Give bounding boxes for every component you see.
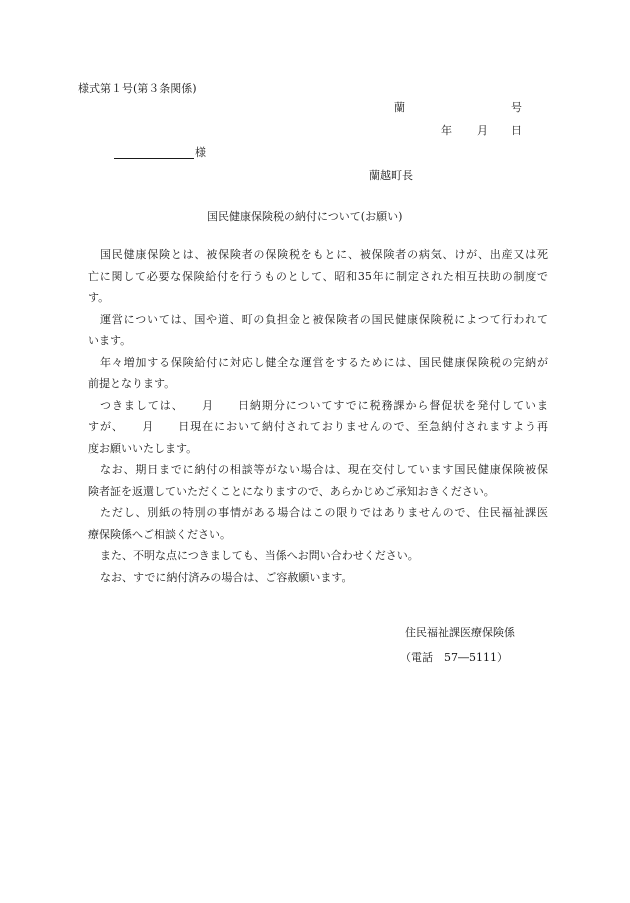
body-line: 度お願いいたします。: [88, 441, 198, 455]
form-label: 様式第１号(第３条関係): [78, 82, 197, 95]
document-title: 国民健康保険税の納付について(お願い): [207, 210, 403, 223]
sender-name: 蘭越町長: [369, 169, 413, 182]
date-year: 年: [441, 124, 452, 137]
date-month: 月: [477, 124, 488, 137]
body-line: 年々増加する保険給付に対応し健全な運営をするためには、国民健康保険税の完納が: [100, 355, 548, 369]
addressee-suffix: 様: [195, 146, 206, 159]
body-line: 前提となります。: [88, 377, 176, 390]
body-line: すが、 月 日現在において納付されておりませんので、至急納付されますよう再: [88, 420, 548, 433]
body-line: なお、すでに納付済みの場合は、ご容赦願います。: [100, 570, 353, 584]
body-line: ただし、別紙の特別の事情がある場合はこの限りではありませんので、住民福祉課医: [100, 506, 548, 519]
body-line: 国民健康保険とは、被保険者の保険税をもとに、被保険者の病気、けが、出産又は死: [100, 248, 548, 261]
body-line: 療保険係へご相談ください。: [88, 527, 231, 541]
body-line: す。: [88, 291, 110, 304]
contact-department: 住民福祉課医療保険係: [405, 626, 515, 639]
body-line: います。: [88, 334, 132, 347]
reference-prefix: 蘭: [394, 101, 405, 114]
body-line: 亡に関して必要な保険給付を行うものとして、昭和35年に制定された相互扶助の制度で: [88, 269, 548, 283]
body-line: また、不明な点につきましても、当係へお問い合わせください。: [100, 549, 419, 562]
body-line: 運営については、国や道、町の負担金と被保険者の国民健康保険税によつて行われて: [100, 312, 548, 326]
body-line: 険者証を返還していただくことになりますので、あらかじめご承知おきください。: [88, 484, 495, 498]
contact-phone: （電話 57―5111）: [400, 651, 508, 664]
date-day: 日: [511, 124, 522, 137]
body-line: つきましては、 月 日納期分についてすでに税務課から督促状を発付していま: [100, 398, 548, 412]
reference-suffix: 号: [511, 101, 522, 114]
addressee-blank-line: [114, 158, 194, 159]
body-text: [88, 244, 548, 588]
body-line: なお、期日までに納付の相談等がない場合は、現在交付しています国民健康保険被保: [100, 463, 548, 476]
